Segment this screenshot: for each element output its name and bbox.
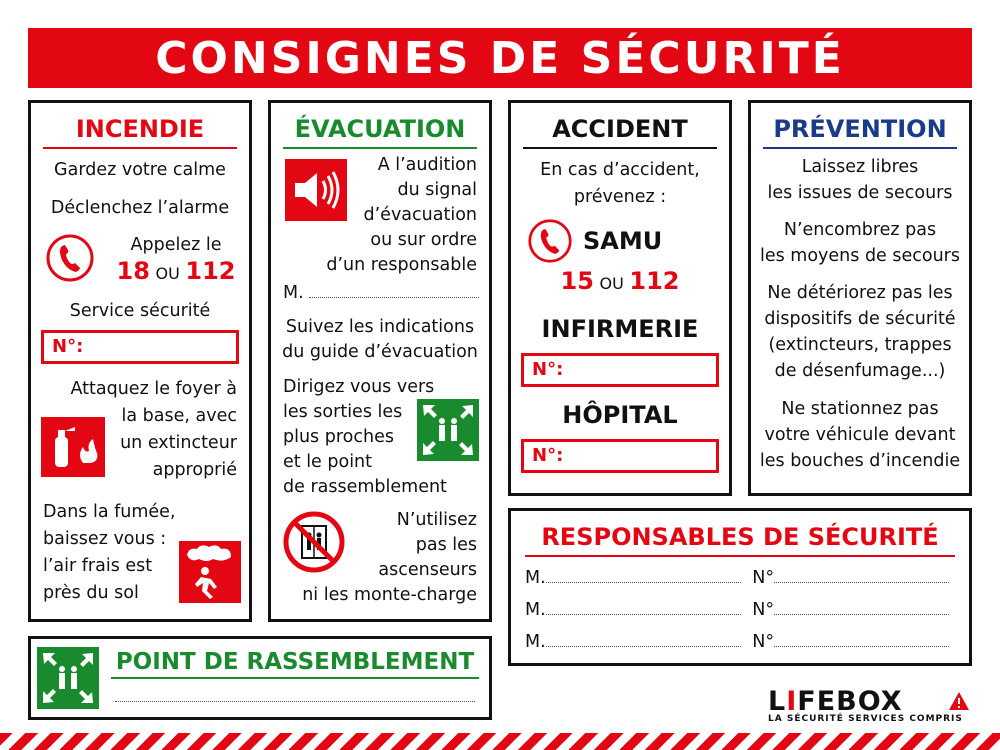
evacuation-elevator-4: ni les monte-charge (302, 585, 477, 605)
accident-panel (508, 100, 732, 496)
incendie-call: Appelez le (130, 235, 222, 255)
evacuation-audition-2: du signal (397, 180, 477, 200)
evacuation-audition-1: A l’audition (377, 155, 477, 175)
evacuation-audition-4: ou sur ordre (370, 230, 477, 250)
responsable-m-label: M. (525, 568, 546, 588)
smoke-crouch-icon (179, 541, 241, 603)
accident-infirmerie: INFIRMERIE (541, 315, 699, 343)
prevention-p3-3: (extincteurs, trappes (768, 335, 952, 355)
evacuation-direct-1: Dirigez vous vers (283, 377, 435, 397)
responsable-n-label: N° (752, 600, 775, 620)
incendie-smoke-1: Dans la fumée, (43, 502, 176, 522)
accident-intro-1: En cas d’accident, (540, 160, 700, 180)
prevention-p3-2: dispositifs de sécurité (764, 309, 956, 329)
incendie-numbers (101, 259, 251, 286)
prevention-p4-1: Ne stationnez pas (781, 399, 939, 419)
rassemblement-panel (28, 636, 492, 720)
incendie-calm: Gardez votre calme (54, 160, 226, 180)
accident-intro-2: prévenez : (573, 187, 667, 207)
assembly-point-icon (417, 399, 479, 461)
evacuation-panel (268, 100, 492, 622)
evacuation-audition-3: d’évacuation (363, 205, 477, 225)
incendie-smoke-2: baissez vous : (43, 529, 167, 549)
page-title: CONSIGNES DE SÉCURITÉ (28, 28, 972, 88)
incendie-title: INCENDIE (43, 113, 237, 149)
lifebox-tagline: LA SÉCURITÉ SERVICES COMPRIS (768, 714, 963, 724)
prevention-p4-2: votre véhicule devant (764, 425, 956, 445)
prevention-p1-2: les issues de secours (767, 183, 953, 203)
prevention-p3-1: Ne détériorez pas les (767, 283, 953, 303)
accident-or: OU (599, 274, 624, 293)
incendie-num-18: 18 (116, 257, 150, 285)
responsable-m-label: M. (525, 632, 546, 652)
incendie-smoke-4: près du sol (43, 583, 139, 603)
evacuation-direct-3: plus proches (283, 427, 394, 447)
accident-samu: SAMU (583, 227, 663, 255)
evacuation-follow-1: Suivez les indications (285, 317, 475, 337)
incendie-alarm: Déclenchez l’alarme (50, 198, 230, 218)
responsable-n-label: N° (752, 632, 775, 652)
incendie-panel (28, 100, 252, 622)
warning-triangle-icon (948, 691, 970, 711)
evacuation-direct-2: les sorties les (283, 402, 403, 422)
evacuation-elevator-1: N’utilisez (396, 510, 477, 530)
evacuation-direct-4: et le point (283, 452, 373, 472)
prevention-p2-2: les moyens de secours (759, 246, 960, 266)
prevention-panel (748, 100, 972, 496)
responsable-m-label: M. (525, 600, 546, 620)
lifebox-logo: LIFEBOX LA SÉCURITÉ SERVICES COMPRIS (768, 688, 972, 726)
accident-num-112: 112 (629, 267, 680, 295)
responsable-row[interactable] (525, 598, 949, 622)
evacuation-m-label: M. (283, 283, 304, 303)
prevention-p3-4: de désenfumage...) (774, 361, 946, 381)
no-elevator-icon (283, 511, 345, 573)
evacuation-audition-5: d’un responsable (326, 255, 477, 275)
evacuation-follow-2: du guide d’évacuation (282, 342, 478, 362)
evacuation-responsable-field[interactable] (283, 281, 479, 305)
accident-title: ACCIDENT (523, 113, 717, 149)
prevention-p1-1: Laissez libres (801, 157, 919, 177)
evacuation-direct-5: de rassemblement (283, 477, 447, 497)
incendie-attack-2: la base, avec (121, 406, 237, 426)
infirmerie-number-field[interactable] (521, 353, 719, 387)
infirmerie-number-label: N°: (532, 359, 564, 380)
prevention-p2-1: N’encombrez pas (783, 220, 937, 240)
phone-icon (527, 218, 573, 264)
prevention-p4-3: les bouches d’incendie (759, 451, 961, 471)
accident-hopital: HÔPITAL (562, 401, 678, 429)
rassemblement-field[interactable] (115, 701, 475, 702)
accident-numbers (511, 269, 729, 296)
accident-num-15: 15 (560, 267, 594, 295)
incendie-number-label: N°: (52, 336, 84, 357)
incendie-or: OU (155, 264, 180, 283)
incendie-smoke-3: l’air frais est (43, 556, 153, 576)
responsables-title: RESPONSABLES DE SÉCURITÉ (525, 521, 955, 557)
incendie-num-112: 112 (185, 257, 236, 285)
responsable-n-label: N° (752, 568, 775, 588)
incendie-attack-4: approprié (152, 460, 237, 480)
evacuation-elevator-2: pas les (415, 535, 477, 555)
prevention-title: PRÉVENTION (763, 113, 957, 149)
assembly-point-icon (37, 647, 99, 709)
evacuation-elevator-3: ascenseurs (378, 560, 477, 580)
phone-icon (45, 233, 95, 283)
responsables-panel (508, 508, 972, 666)
hazard-stripes (0, 733, 1000, 750)
hopital-number-label: N°: (532, 445, 564, 466)
rassemblement-title: POINT DE RASSEMBLEMENT (111, 645, 479, 679)
responsable-row[interactable] (525, 630, 949, 654)
evacuation-title: ÉVACUATION (283, 113, 477, 149)
responsable-row[interactable] (525, 566, 949, 590)
incendie-number-field[interactable] (41, 330, 239, 364)
incendie-service: Service sécurité (69, 301, 211, 321)
incendie-attack-3: un extincteur (120, 433, 237, 453)
incendie-attack-1: Attaquez le foyer à (70, 379, 237, 399)
fire-extinguisher-icon (41, 417, 105, 477)
hopital-number-field[interactable] (521, 439, 719, 473)
